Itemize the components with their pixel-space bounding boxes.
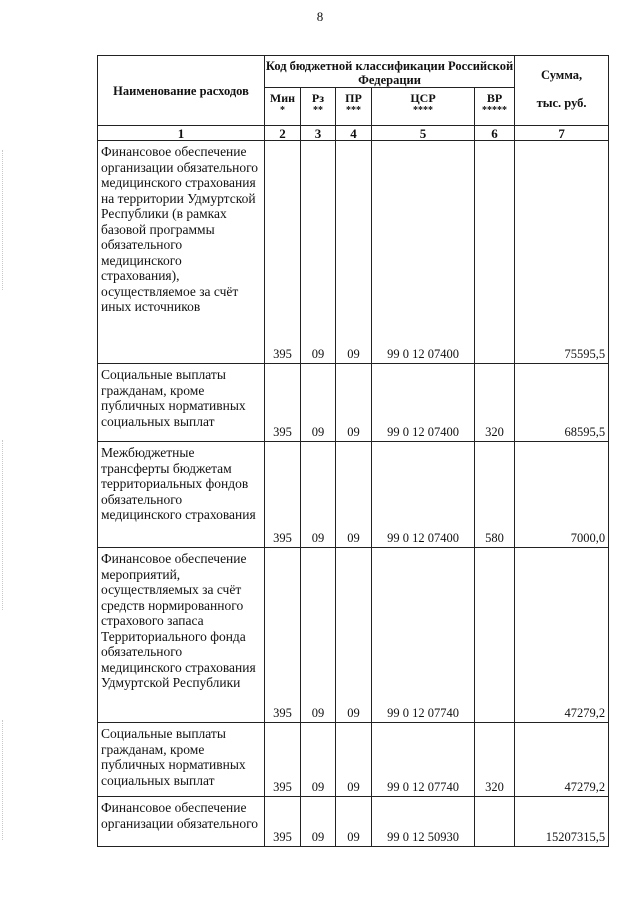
table-row: [98, 442, 609, 548]
table-row: [98, 797, 609, 847]
header-vr: [475, 88, 515, 126]
pr-code: 09: [336, 723, 372, 797]
rz-code: 09: [301, 364, 336, 442]
column-number: 7: [515, 126, 609, 141]
header-min: [265, 88, 301, 126]
csr-code: 99 0 12 07740: [372, 723, 475, 797]
min-code: 395: [265, 723, 301, 797]
pr-code: 09: [336, 548, 372, 723]
table-row: [98, 723, 609, 797]
header-csr: [372, 88, 475, 126]
amount: 68595,5: [515, 364, 609, 442]
header-sum-line2: тыс. руб.: [536, 96, 587, 110]
header-sum: [515, 56, 609, 126]
vr-code: [475, 797, 515, 847]
csr-code: 99 0 12 07400: [372, 141, 475, 364]
header-csr-label: ЦСР: [410, 91, 436, 105]
header-vr-footnote: *****: [482, 105, 508, 116]
vr-code: 580: [475, 442, 515, 548]
rz-code: 09: [301, 548, 336, 723]
header-name: Наименование расходов: [98, 56, 265, 126]
rz-code: 09: [301, 442, 336, 548]
header-vr-label: ВР: [486, 91, 503, 105]
amount: 47279,2: [515, 723, 609, 797]
csr-code: 99 0 12 07740: [372, 548, 475, 723]
header-pr: [336, 88, 372, 126]
table-row: [98, 364, 609, 442]
header-pr-footnote: ***: [346, 105, 361, 116]
header-pr-label: ПР: [345, 91, 362, 105]
pr-code: 09: [336, 141, 372, 364]
column-number: 6: [475, 126, 515, 141]
pr-code: 09: [336, 442, 372, 548]
expense-name: Финансовое обеспечение мероприятий, осуществляемых за счёт средств нормированного страхового запаса Территориального фонда обязательного медицинского страхования Удмуртской Республики: [98, 548, 265, 723]
header-code-group: Код бюджетной классификации Российской Федерации: [265, 56, 515, 88]
amount: 15207315,5: [515, 797, 609, 847]
min-code: 395: [265, 548, 301, 723]
column-number: 2: [265, 126, 301, 141]
scan-edge-mark: [2, 150, 4, 290]
vr-code: 320: [475, 364, 515, 442]
expense-name: Социальные выплаты гражданам, кроме публичных нормативных социальных выплат: [98, 364, 265, 442]
pr-code: 09: [336, 364, 372, 442]
rz-code: 09: [301, 797, 336, 847]
scan-edge-mark: [2, 720, 4, 840]
header-csr-footnote: ****: [413, 105, 433, 116]
header-rz-label: Рз: [311, 91, 325, 105]
table-row: [98, 548, 609, 723]
vr-code: [475, 141, 515, 364]
amount: 75595,5: [515, 141, 609, 364]
pr-code: 09: [336, 797, 372, 847]
amount: 47279,2: [515, 548, 609, 723]
header-rz: [301, 88, 336, 126]
header-sum-line1: Сумма,: [541, 68, 583, 82]
amount: 7000,0: [515, 442, 609, 548]
min-code: 395: [265, 797, 301, 847]
rz-code: 09: [301, 723, 336, 797]
expense-name: Финансовое обеспечение организации обязательного: [98, 797, 265, 847]
rz-code: 09: [301, 141, 336, 364]
column-number: 3: [301, 126, 336, 141]
min-code: 395: [265, 364, 301, 442]
column-number: 4: [336, 126, 372, 141]
table-row: [98, 141, 609, 364]
header-rz-footnote: **: [313, 105, 323, 116]
expense-name: Межбюджетные трансферты бюджетам территориальных фондов обязательного медицинского страхования: [98, 442, 265, 548]
csr-code: 99 0 12 50930: [372, 797, 475, 847]
column-number: 1: [98, 126, 265, 141]
vr-code: [475, 548, 515, 723]
csr-code: 99 0 12 07400: [372, 364, 475, 442]
min-code: 395: [265, 141, 301, 364]
scan-edge-mark: [2, 440, 4, 610]
min-code: 395: [265, 442, 301, 548]
page-number: 8: [316, 9, 324, 24]
header-min-footnote: *: [280, 105, 285, 116]
column-number-row: [98, 126, 609, 141]
csr-code: 99 0 12 07400: [372, 442, 475, 548]
expense-name: Социальные выплаты гражданам, кроме публичных нормативных социальных выплат: [98, 723, 265, 797]
header-min-label: Мин: [269, 91, 296, 105]
expense-name: Финансовое обеспечение организации обязательного медицинского страхования на территории Удмуртской Республики (в рамках базовой программы обязательного медицинского страхования), осуществляемое за счёт иных источников: [98, 141, 265, 364]
column-number: 5: [372, 126, 475, 141]
budget-table: [97, 55, 609, 847]
vr-code: 320: [475, 723, 515, 797]
